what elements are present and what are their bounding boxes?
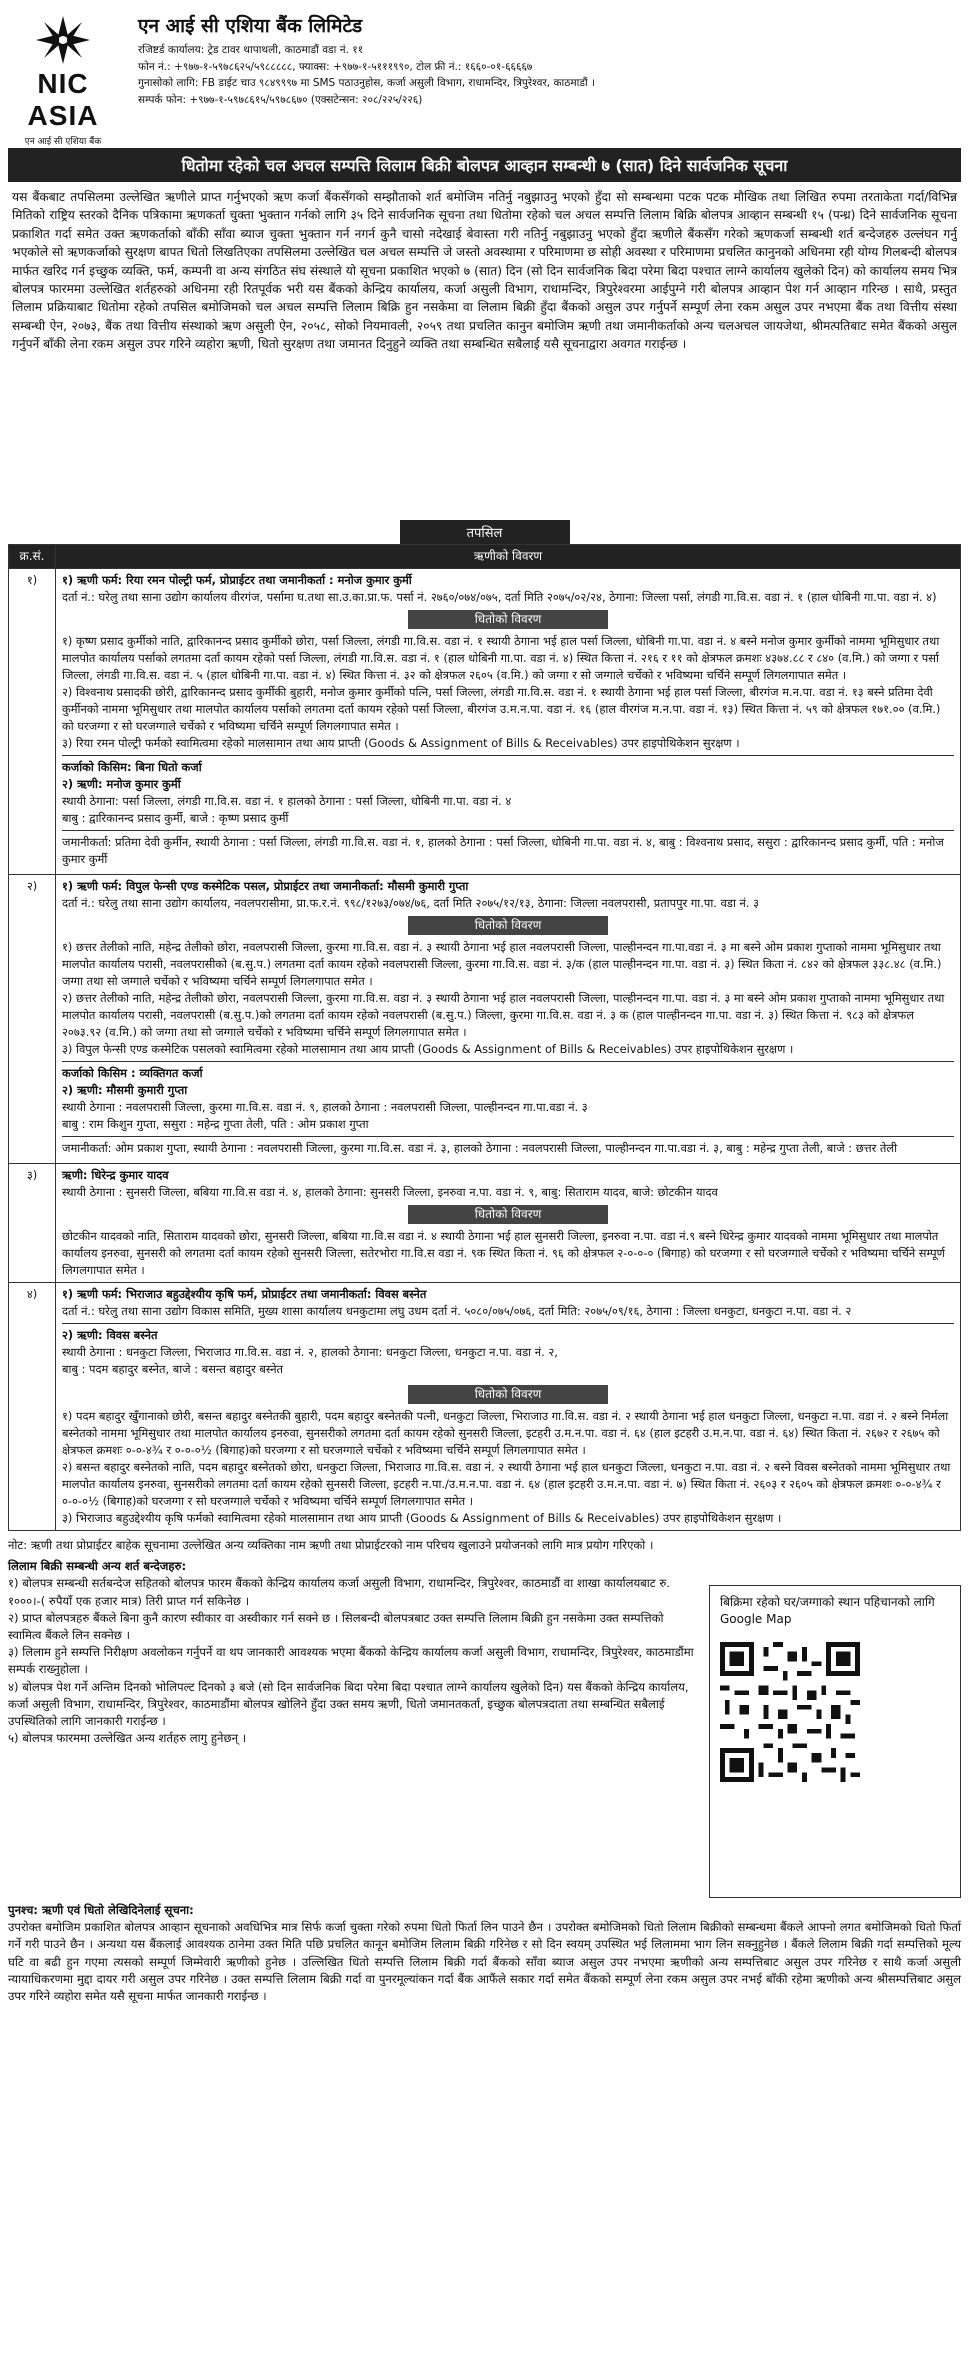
row-content — [56, 569, 961, 875]
guarantor: जमानीकर्ता: प्रतिमा देवी कुर्मीन, स्थायी ठेगाना : पर्सा जिल्ला, लंगडी गा.वि.स. वडा नं. १, हालको ठेगाना : पर्सा जिल्ला, धोबिनी गा.पा. वडा नं. ४, बाबु : विश्वनाथ प्रसाद, ससुरा : द्वारिकानन्द प्रसाद कुर्मी, पति : मनोज कुमार कुर्मी — [62, 835, 944, 866]
loan-type: कर्जाको किसिम : व्यक्तिगत कर्जा — [62, 1066, 203, 1080]
collateral-header: धितोको विवरण — [408, 1205, 608, 1224]
row-content — [56, 1283, 961, 1531]
condition-item: ५) बोलपत्र फारममा उल्लेखित अन्य शर्तहरु लागु हुनेछन् । — [8, 1731, 247, 1746]
map-box — [709, 1585, 961, 1898]
borrower-detail: दर्ता नं.: घरेलु तथा साना उद्योग कार्यालय, नवलपरासीमा, प्रा.फ.र.नं. ९९८/१२७३/०७४/७६, दर्ता मिति २०७५/१२/१३, ठेगाना: जिल्ला नवलपरासी, प्रतापपुर गा.पा. वडा नं. ३ — [62, 896, 760, 910]
collateral-item: २) बसन्त बहादुर बस्नेतको नाति, पदम बहादुर बस्नेतको छोरा, धनकुटा जिल्ला, भिराजाउ गा.वि.स. वडा नं. २ स्थायी ठेगाना भई हाल धनकुटा जिल्ला, धनकुटा न.पा. वडा नं. २ बस्ने विवस बस्नेतको नाममा भूमिसुधार तथा मालपोत कार्यालय इनरुवा, सुनसरीको लगतमा दर्ता कायम रहेको सुनसरी जिल्ला, इटहरी न.पा./उ.म.न.पा. वडा नं. ६४ (हाल इटहरी उ.म.न.पा. वडा नं. ७) स्थित किता नं. २६०३ र २६०५ को क्षेत्रफल क्रमशः ०-०-४¾ र ०-०-०½ (बिगाह)को घरजग्गा र सो घरजग्गाले चर्चेको र भविष्यमा चर्चिने सम्पूर्ण लिगलगापात समेत । — [62, 1460, 951, 1508]
borrower-detail: दर्ता नं.: घरेलु तथा साना उद्योग विकास समिति, मुख्य शासा कार्यालय धनकुटामा लघु उधम दर्ता नं. ५०८०/०७५/०७६, दर्ता मिति: २०७५/०९/१६, ठेगाना : जिल्ला धनकुटा, धनकुटा न.पा. वडा नं. २ — [62, 1304, 852, 1318]
collateral-item: ३) रिया रमन पोल्ट्री फर्मको स्वामित्वमा रहेको मालसामान तथा आय प्राप्ती (Goods & Assignment of Bills & Receivables) उपर हाइपोथिकेशन सुरक्षण । — [62, 736, 740, 750]
collateral-item: ३) भिराजाउ बहुउद्देश्यीय कृषि फर्मको स्वामित्वमा रहेको मालसामान तथा आय प्राप्ती (Goods & Assignment of Bills & Receivables) उपर हाइपोथिकेशन सुरक्षण । — [62, 1511, 782, 1525]
co-borrower-family: बाबु : राम किशुन गुप्ता, ससुरा : महेन्द्र गुप्ता तेली, पति : ओम प्रकाश गुप्ता — [62, 1117, 369, 1131]
borrower-name: १) ऋणी फर्म: रिया रमन पोल्ट्री फर्म, प्रोप्राईटर तथा जमानीकर्ता : मनोज कुमार कुर्मी — [62, 573, 412, 587]
co-borrower: २) ऋणी: मनोज कुमार कुर्मी — [62, 777, 181, 791]
table-row — [9, 1283, 961, 1531]
address-line: रजिष्टर्ड कार्यालय: ट्रेड टावर थापाथली, काठमाडौं वडा नं. ११ — [138, 44, 364, 56]
collateral-item: २) छत्तर तेलीको नाति, महेन्द्र तेलीको छोरा, नवलपरासी जिल्ला, कुरमा गा.वि.स. वडा नं. ३ स्थायी ठेगाना भई हाल नवलपरासी जिल्ला, पाल्हीनन्दन गा.पा. वडा नं. ३ मा बस्ने ओम प्रकाश गुप्ताको नाममा भूमिसुधार तथा मालपोत कार्यालय परासी, नवलपरासी (ब.सु.प.)को लगतमा दर्ता कायम रहेको नवलपरासी (ब.सु.प.) जिल्ला, कुरमा गा.वि.स. वडा नं. ३ क (हाल पाल्हीनन्दन गा.पा. वडा नं. ३) स्थित कित्ता नं. ९८३ को क्षेत्रफल २०७३.९२ (व.मि.) को जग्गा तथा सो जग्गाले चर्चेको र भविष्यमा चर्चिने सम्पूर्ण लिगलगापात समेत । — [62, 991, 945, 1039]
borrower-detail: दर्ता नं.: घरेलु तथा साना उद्योग कार्यालय वीरगंज, पर्सामा घ.तथा सा.उ.का.प्रा.फ. पर्सा नं. २७६०/०७४/०७५, दर्ता मिति २०७५/०२/२४, ठेगाना: जिल्ला पर्सा, लंगडी गा.वि.स. वडा नं. १ (हाल धोबिनी गा.पा. वडा नं. ४) — [62, 590, 937, 604]
loan-type: कर्जाको किसिम: बिना धितो कर्जा — [62, 760, 202, 774]
collateral-item: १) कृष्ण प्रसाद कुर्मीको नाति, द्वारिकानन्द प्रसाद कुर्मीको छोरा, पर्सा जिल्ला, लंगडी गा.वि.स. वडा नं. १ स्थायी ठेगाना भई हाल पर्सा जिल्ला, धोबिनी गा.पा. वडा नं. ४ बस्ने मनोज कुमार कुर्मीको नाममा भूमिसुधार तथा मालपोत कार्यालय पर्साको लगतमा दर्ता कायम रहेको पर्सा जिल्ला, लंगडी गा.वि.स. वडा नं. १ (हाल धोबिनी गा.पा. वडा नं. ४) स्थित कित्ता नं. २१६ र ११ को क्षेत्रफल क्रमशः ४३७४.८८ र ८४० (व.मि.) को जग्गा र पर्सा जिल्ला, लंगडी गा.वि.स. वडा नं. ५ (हाल धोबिनी गा.पा. वडा नं. ४) स्थित कित्ता नं. ३२ को क्षेत्रफल २६०५ (व.मि.) को जग्गा र सो जग्गाले चर्चेको र भविष्यमा चर्चिने सम्पूर्ण लिगलगापात समेत । — [62, 634, 940, 682]
collateral-item: १) छत्तर तेलीको नाति, महेन्द्र तेलीको छोरा, नवलपरासी जिल्ला, कुरमा गा.वि.स. वडा नं. ३ स्थायी ठेगाना भई हाल नवलपरासी जिल्ला, पाल्हीनन्दन गा.पा.वडा नं. ३ मा बस्ने ओम प्रकाश गुप्ताको नाममा भूमिसुधार तथा मालपोत कार्यालय परासी, नवलपरासीको (ब.सु.प.) लगतमा दर्ता कायम रहेको नवलपरासी जिल्ला, कुरमा गा.वि.स. वडा नं. ३/क (हाल पाल्हीनन्दन गा.पा. वडा नं. ३) स्थित किता नं. ८४२ को क्षेत्रफल ३३८.४८ (व.मि.) जग्गा तथा सो जग्गाले चर्चेको र भविष्यमा चर्चिने सम्पूर्ण लिगलगापात समेत । — [62, 940, 942, 988]
co-borrower-family: बाबु : पदम बहादुर बस्नेत, बाजे : बसन्त बहादुर बस्नेत — [62, 1362, 284, 1376]
co-borrower: २) ऋणी: विवस बस्नेत — [62, 1328, 158, 1342]
guarantor-block — [62, 1136, 954, 1160]
row-content — [56, 1164, 961, 1283]
schedule-table — [8, 544, 961, 1531]
collateral-item: छोटकीन यादवको नाति, सिताराम यादवको छोरा, सुनसरी जिल्ला, बबिया गा.वि.स वडा नं. ४ स्थायी ठेगाना भई हाल सुनसरी जिल्ला, इनरुवा न.पा. वडा नं.९ बस्ने धिरेन्द्र कुमार यादवको नाममा भूमिसुधार तथा मालपोत कार्यालय इनरुवा, सुनसरी को लगतमा दर्ता कायम रहेको सुनसरी जिल्ला, सतेरभोरा गा.वि.स वडा नं. ९क स्थित किता नं. ९६ को क्षेत्रफल २-०-०-० (बिगाह) को घरजग्गा र सो घरजग्गाले चर्चेको र भविष्यमा चर्चिने सम्पूर्ण लिगलगापात समेत । — [62, 1229, 945, 1277]
col-borrower-header: ऋणीको विवरण — [56, 545, 961, 569]
condition-item: २) प्राप्त बोलपत्रहरु बैंकले बिना कुनै कारण स्वीकार वा अस्वीकार गर्न सक्ने छ । सिलबन्दी बोलपत्रबाट उक्त सम्पत्ति लिलाम बिक्री हुन नसकेमा उक्त सम्पत्तिको स्वामित्व बैंकले लिन सक्नेछ । — [8, 1610, 664, 1643]
loan-type-block — [62, 1061, 954, 1136]
table-row — [9, 569, 961, 875]
notice-title: धितोमा रहेको चल अचल सम्पत्ति लिलाम बिक्री बोलपत्र आव्हान सम्बन्धी ७ (सात) दिने सार्वजनिक सूचना — [8, 148, 961, 182]
row-content — [56, 875, 961, 1164]
condition-item: १) बोलपत्र सम्बन्धी सर्तबन्देज सहितको बोलपत्र फारम बैंकको केन्द्रिय कार्यालय कर्जा असुली विभाग, राधामन्दिर, त्रिपुरेश्वर, काठमाडौं वा शाखा कार्यालयबाट रु. १०००।-( रुपैयाँ एक हजार मात्र) तिरी प्राप्त गर्न सकिनेछ । — [8, 1576, 670, 1608]
map-box-text: बिक्रिमा रहेको घर/जग्गाको स्थान पहिचानको लागि Google Map — [720, 1595, 935, 1626]
notes-section — [8, 1537, 961, 1898]
co-borrower-address: स्थायी ठेगाना: पर्सा जिल्ला, लंगडी गा.वि.स. वडा नं. १ हालको ठेगाना : पर्सा जिल्ला, धोबिनी गा.पा. वडा नं. ४ — [62, 794, 512, 808]
row-sn: ४) — [9, 1283, 56, 1531]
co-borrower-address: स्थायी ठेगाना : धनकुटा जिल्ला, भिराजाउ गा.वि.स. वडा नं. २, हालको ठेगाना: धनकुटा जिल्ला, धनकुटा न.पा. वडा नं. २, — [62, 1345, 558, 1359]
collateral-header: धितोको विवरण — [408, 610, 608, 629]
borrower-name: १) ऋणी फर्म: विपुल फेन्सी एण्ड कस्मेटिक पसल, प्रोप्राईटर तथा जमानीकर्ता: मौसमी कुमारी गुप्ता — [62, 879, 469, 893]
notice-page — [8, 0, 961, 2005]
collateral-item: १) पदम बहादुर खुँगानाको छोरी, बसन्त बहादुर बस्नेतकी बुहारी, पदम बहादुर बस्नेतकी पत्नी, धनकुटा जिल्ला, भिराजाउ गा.वि.स. वडा नं. २ स्थायी ठेगाना भई हाल धनकुटा जिल्ला, धनकुटा न.पा. वडा नं. २ बस्ने निर्मला बस्नेतको नाममा भूमिसुधार तथा मालपोत कार्यालय इनरुवा, सुनसरीको लगतमा दर्ता कायम रहेको सुनसरी जिल्ला, इटहरी उ.म.न.पा. वडा नं. ६४ (हाल इटहरी उ.म.न.पा. वडा नं. ६४) स्थित किता नं. २६७२ र २६७५ को क्षेत्रफल क्रमशः ०-०-४¾ र ०-०-०½ (बिगाह)को घरजग्गा र सो घरजग्गाले चर्चेको र भविष्यमा चर्चिने सम्पूर्ण लिगलगापात समेत । — [62, 1409, 949, 1457]
intro-paragraph: यस बैंकबाट तपसिलमा उल्लेखित ऋणीले प्राप्त गर्नुभएको ऋण कर्जा बैंकसँगको सम्झौताको शर्त बमोजिम नतिर्नु नबुझाउनु भएको हुँदा सो सम्बन्धमा पटक पटक मौखिक तथा लिखित रुपमा तरताकेता गर्दा/विभिन्न मितिको राष्ट्रिय स्तरको दैनिक पत्रिकामा ऋणकर्ता चुक्ता भुक्तान गर्नको लागि ३५ दिने सार्वजनिक सूचना तथा धितोमा रहेको चल अचल सम्पत्ति लिलाम बिक्रि बोलपत्र आव्हान सम्बन्धी १५ (पन्ध्र) दिने सार्वजनिक सूचना प्रकाशित गर्दा समेत उक्त ऋणकर्ताको बाँकी साँवा ब्याज चुक्ता भुक्तान गर्न नगर्न कुनै चासो नदेखाई बेवास्ता गरी नतिर्नु नबुझाउनु भएको हुँदा ऋणीले बैंकसँग गरेको ऋणकर्जा सम्बन्धी शर्त बन्देजहरु उल्लंघन गर्नु भएकोले सो ऋणकर्जाको सुरक्षण बापत धितो लिखतिएका तपसिलमा उल्लेखित चल अचल सम्पत्ति जे जस्तो अवस्थामा र परिमाणमा छ सोही अवस्था र परिमाणमा प्रचलित कानुनको अधिनमा रही योग्य गिलबन्दी बोलपत्र मार्फत खरिद गर्न इच्छुक व्यक्ति, फर्म, कम्पनी वा अन्य संगठित संघ संस्थाले यो सूचना प्रकाशित भएको ७ (सात) दिन (सो दिन सार्वजनिक बिदा परेमा बिदा पश्चात लाग्ने कार्यालय खुलेको दिन) को कार्यालय समय भित्र बोलपत्र फारममा उल्लेखित शर्तहरुको अधिनमा रही रितपूर्वक भरी यस बैंकको केन्द्रिय कार्यालय, कर्जा असुली विभाग, राधामन्दिर, त्रिपुरेश्वरमा आईपुग्ने गरी बोलपत्र आव्हान पेश गर्न आव्हान गरिन्छ । साथै, प्रस्तुत लिलाम प्रक्रियाबाट धितोमा रहेको तपसिल बमोजिमको चल अचल सम्पत्ति लिलाम बिक्रि हुन नसकेमा वा लिलाम बिक्री हुँदा बैंकको असुल उपर गर्नुपर्ने सम्पूर्ण लेना रकम असुल उपर नभएमा बैंक तथा वित्तीय संस्था सम्बन्धी ऐन, २०७३, बैंक तथा वित्तीय संस्थाको ऋण असुली ऐन, २०५८, सोको नियमावली, २०५९ तथा प्रचलित कानुन बमोजिम ऋणी तथा जमानीकर्ताको अन्य चलअचल जायजेथा, श्रीमत्पतिबाट समेत बैंकको असुल गर्नुपर्ने बाँकी लेना रकम असुल उपर गरिने व्यहोरा ऋणी, धितो सुरक्षण तथा जमानत दिनुहुने व्यक्ति तथा सम्बन्धित सबैलाई यसै सूचनाद्वारा अवगत गराईन्छ । — [12, 190, 957, 352]
collateral-item: २) विश्वनाथ प्रसादकी छोरी, द्वारिकानन्द प्रसाद कुर्मीकी बुहारी, मनोज कुमार कुर्मीको पत्नि, पर्सा जिल्ला, लंगडी गा.वि.स. वडा नं. १ स्थायी ठेगाना भई हाल पर्सा जिल्ला, बीरगंज म.न.पा. वडा नं. १३ बस्ने प्रतिमा देवी कुर्मीनको नाममा भूमिसुधार तथा मालपोत कार्यालय पर्साको लगतमा दर्ता कायम रहेको पर्सा जिल्ला, बीरगंज उ.म.न.पा. वडा नं. १६ (हाल वीरगंज म.न.पा. वडा नं. १३) स्थित कित्ता नं. ५९ को क्षेत्रफल १७१.०० (व.मि.) को घरजग्गा र सो घरजग्गाले चर्चेको र भविष्यमा चर्चिने सम्पूर्ण लिगलगापात समेत । — [62, 685, 941, 733]
footer-title: पुनश्च: ऋणी एवं धितो लेखिदिनेलाई सूचना: — [8, 1903, 194, 1917]
phone-line: फोन नं.: +९७७-१-५९७८६२५/५९८८८८८, फ्याक्स: +९७७-१-५१११९९०, टोल फ्री नं.: १६६०-०१-६६६६७ — [138, 60, 533, 73]
co-borrower-family: बाबु : द्वारिकानन्द प्रसाद कुर्मी, बाजे : कृष्ण प्रसाद कुर्मी — [62, 811, 289, 825]
logo-star-icon — [32, 14, 94, 66]
logo-tagline: एन आई सी एशिया बैंक — [24, 137, 102, 147]
bank-logo — [8, 6, 118, 147]
col-sn-header: क्र.सं. — [9, 545, 56, 569]
row-sn: ३) — [9, 1164, 56, 1283]
co-borrower-block — [62, 1323, 954, 1381]
bank-name: एन आई सी एशिया बैंक लिमिटेड — [138, 15, 363, 37]
co-borrower: २) ऋणी: मौसमी कुमारी गुप्ता — [62, 1083, 188, 1097]
condition-item: ४) बोलपत्र पेश गर्ने अन्तिम दिनको भोलिपल्ट दिनको ३ बजे (सो दिन सार्वजनिक बिदा परेमा बिदा पश्चात लाग्ने कार्यालय खुलेको दिन) यस बैंकको केन्द्रिय कार्यालय, कर्जा असुली विभाग, राधामन्दिर, त्रिपुरेश्वर, काठमाडौंमा बोलपत्र खोलिने हुँदा उक्त समय ऋणी, धितो जमानतकर्ता, इच्छुक बोलपत्रदाता तथा सम्बन्धित सबैलाई उपस्थितिको लागि जानकारी गराईन्छ । — [8, 1679, 689, 1729]
collateral-item: ३) विपुल फेन्सी एण्ड कस्मेटिक पसलको स्वामित्वमा रहेको मालसामान तथा आय प्राप्ती (Goods & Assignment of Bills & Receivables) उपर हाइपोथिकेशन सुरक्षण । — [62, 1042, 794, 1056]
row-sn: २) — [9, 875, 56, 1164]
footer — [8, 1902, 961, 2005]
footer-text: उपरोक्त बमोजिम प्रकाशित बोलपत्र आव्हान सूचनाको अवधिभित्र मात्र सिर्फ कर्जा चुक्ता गरेको रुपमा धितो फिर्ता लिन पाउने छैन । उपरोक्त बमोजिमको धितो लिलाम बिक्रीको सम्बन्धमा बैंकले आफ्नो लगत बमोजिमको धितो फिर्ता गर्ने गरी पाउने छैन । अन्यथा यस बैंकलाई आवश्यक ठानेमा उक्त मिति पछि प्रचलित कानून बमोजिम लिलाम बिक्री गरिनेछ र सो दिन स्वयम् उपस्थित भई लिलाममा भाग लिन सक्नुहुनेछ । बैंकले लिलाम बिक्री गर्दा सम्पत्तिको मूल्य घटि वा बढी हुन गएमा त्यसको सम्पूर्ण जिम्मेवारी ऋणीको हुनेछ । उल्लिखित धितो सम्पत्ति लिलाम बिक्री गर्दा बैंकको साँवा ब्याज असुल उपर नभएमा ऋणीको अन्य सम्पत्तिबाट असुल उपर गरिनेछ र साथै कर्जा असुली न्यायाधिकरणमा मुद्दा दायर गरी असुल उपर गरिनेछ । उक्त सम्पत्ति लिलाम बिक्री गर्दा वा पुनरमूल्यांकन गर्दा बैंक आफैंले सकार गर्दा समेत बैंकको सम्पूर्ण लेना रकम असुल उपर नभई बाँकी रहेमा ऋणीको अन्य श्रीसम्पत्तिबाट असुल उपर गरिने व्यहोरा समेत यसै सूचना मार्फत जानकारी गराईन्छ । — [8, 1920, 961, 2004]
conditions-title: लिलाम बिक्री सम्बन्धी अन्य शर्त बन्देजहरु: — [8, 1559, 187, 1574]
collateral-header: धितोको विवरण — [408, 916, 608, 935]
table-row — [9, 1164, 961, 1283]
loan-type-block — [62, 755, 954, 830]
qr-code-icon[interactable] — [720, 1642, 860, 1782]
logo-name: NIC ASIA — [27, 68, 99, 131]
conditions — [8, 1537, 709, 1898]
co-borrower-address: स्थायी ठेगाना : नवलपरासी जिल्ला, कुरमा गा.वि.स. वडा नं. ९, हालको ठेगाना : नवलपरासी जिल्ला, पाल्हीनन्दन गा.पा.वडा नं. ३ — [62, 1100, 588, 1114]
note: नोट: ऋणी तथा प्रोप्राईटर बाहेक सूचनामा उल्लेखित अन्य व्यक्तिका नाम ऋणी तथा प्रोप्राईटरको नाम परिचय खुलाउने प्रयोजनको लागि मात्र प्रयोग गरिएको । — [8, 1538, 654, 1552]
borrower-detail: स्थायी ठेगाना : सुनसरी जिल्ला, बबिया गा.वि.स वडा नं. ४, हालको ठेगाना: सुनसरी जिल्ला, इनरुवा न.पा. वडा नं. ९, बाबु: सिताराम यादव, बाजे: छोटकीन यादव — [62, 1185, 718, 1199]
guarantor-block — [62, 830, 954, 871]
schedule-label: तपसिल — [400, 520, 570, 544]
condition-item: ३) लिलाम हुने सम्पत्ति निरीक्षण अवलोकन गर्नुपर्ने वा थप जानकारी आवश्यक भएमा बैंकको केन्द्रिय कार्यालय कर्जा असुली विभाग, राधामन्दिर, त्रिपुरेश्वर, काठमाडौंमा सम्पर्क राख्नुहोला । — [8, 1645, 694, 1677]
table-row — [9, 875, 961, 1164]
borrower-name: १) ऋणी फर्म: भिराजाउ बहुउद्देश्यीय कृषि फर्म, प्रोप्राईटर तथा जमानीकर्ता: विवस बस्नेत — [62, 1287, 427, 1301]
collateral-header: धितोको विवरण — [408, 1385, 608, 1404]
complaint-line: गुनासोको लागि: FB डाईट चाउ ९८४९९९७ मा SMS पठाउनुहोस, कर्जा असुली विभाग, राधामन्दिर, त्रिपुरेश्वर, काठमाडौं । — [138, 77, 595, 89]
row-sn: १) — [9, 569, 56, 875]
contact-line: सम्पर्क फोन: +९७७-१-५९७८६१५/५९७८६७० (एक्सटेन्सन: २०८/२२५/२२६) — [138, 93, 423, 106]
header — [8, 6, 961, 147]
bank-info — [118, 6, 961, 108]
borrower-name: ऋणी: धिरेन्द्र कुमार यादव — [62, 1168, 169, 1182]
guarantor: जमानीकर्ता: ओम प्रकाश गुप्ता, स्थायी ठेगाना : नवलपरासी जिल्ला, कुरमा गा.वि.स. वडा नं. ३, हालको ठेगाना : नवलपरासी जिल्ला, पाल्हीनन्दन गा.पा.वडा नं. ३, बाबु : महेन्द्र गुप्ता तेली, बाजे : छत्तर तेली — [62, 1141, 898, 1155]
